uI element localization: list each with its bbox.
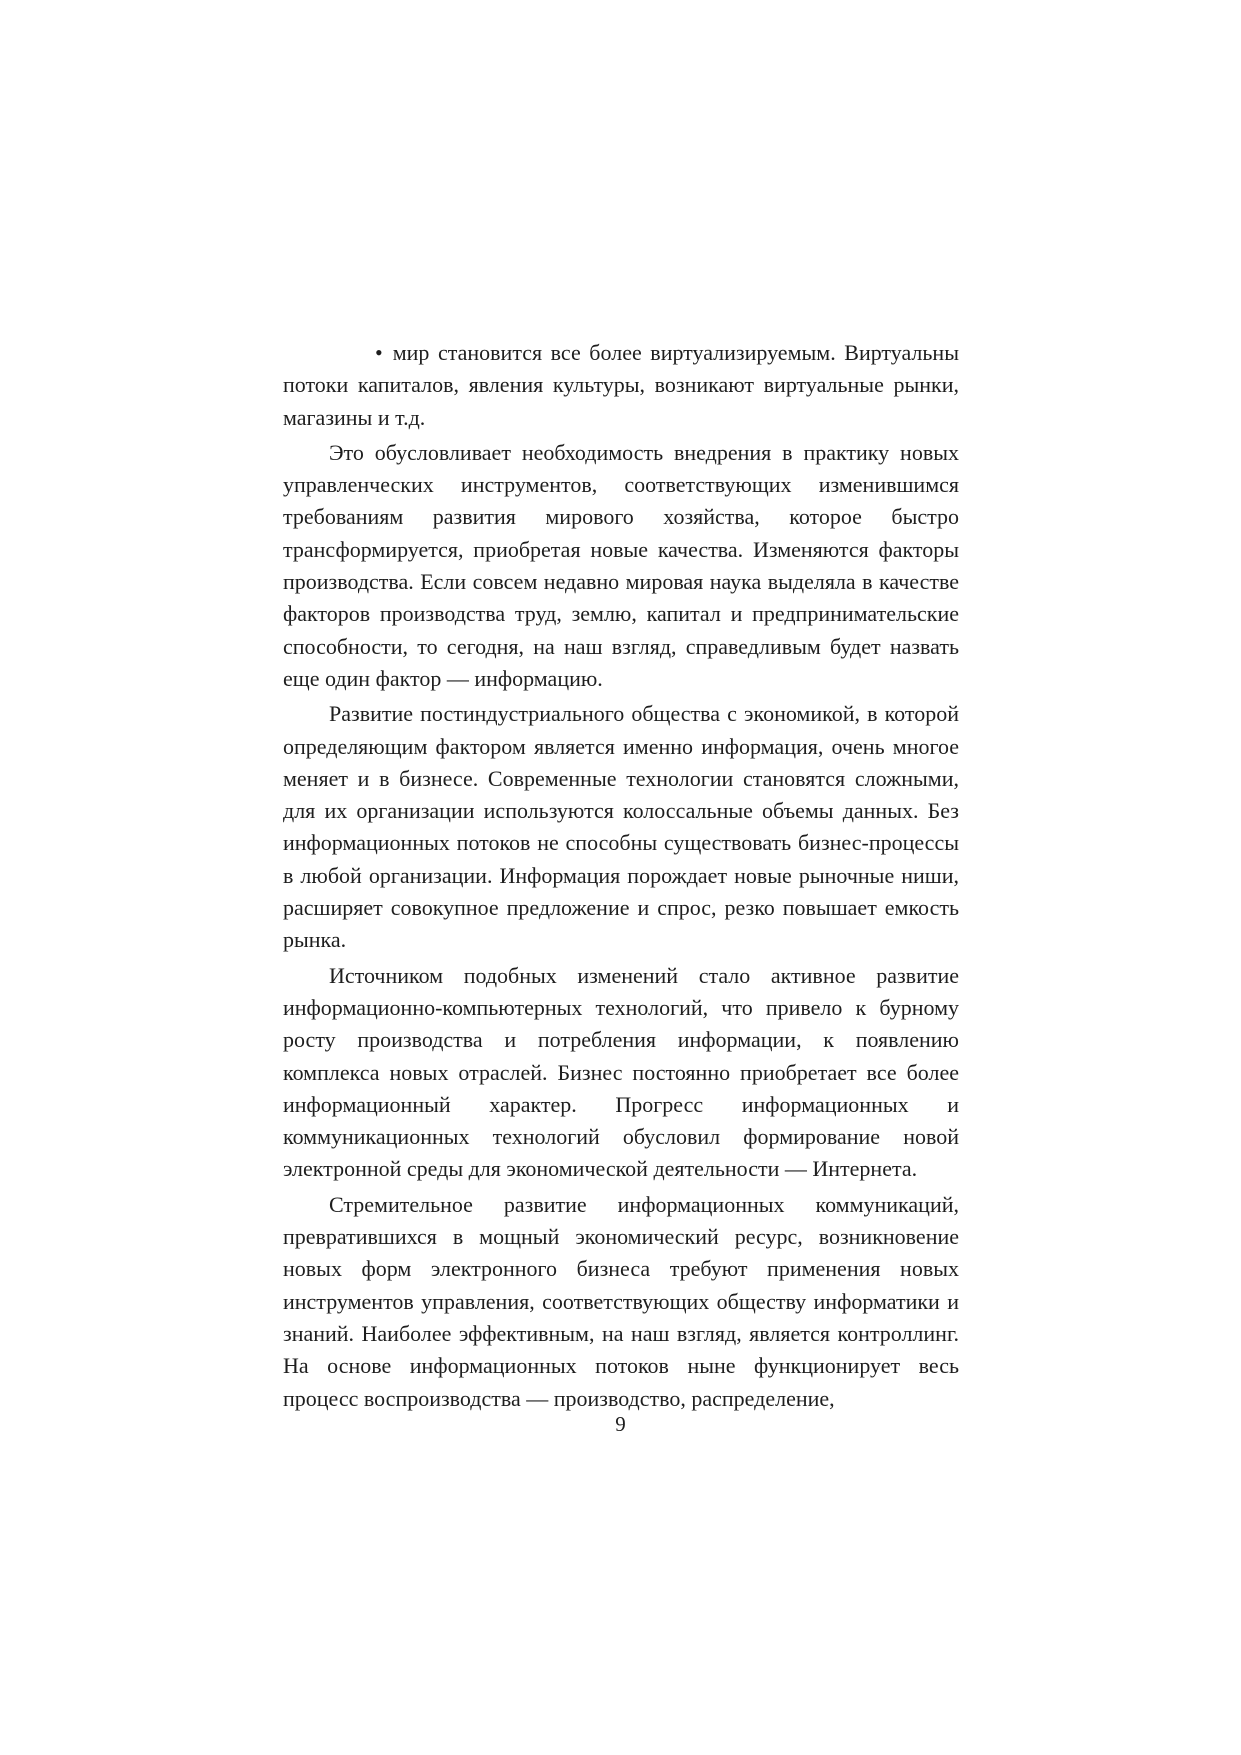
bullet-mark: • xyxy=(375,340,383,365)
page-number: 9 xyxy=(615,1412,626,1436)
body-text xyxy=(283,337,959,1418)
paragraph-4: Стремительное развитие информационных коммуникаций, превратившихся в мощный экономический ресурс, возникновение новых форм электронного бизнеса требуют применения новых инструментов управления, соответствующих обществу информатики и знаний. Наиболее эффективным, на наш взгляд, является контроллинг. На основе информационных потоков ныне функционирует весь процесс воспроизводства — производство, распределение, xyxy=(283,1191,959,1411)
bullet-paragraph xyxy=(283,337,959,434)
bullet-text: мир становится все более виртуализируемым. Виртуальны потоки капиталов, явления культуры, возникают виртуальные рынки, магазины и т.д. xyxy=(283,340,959,430)
paragraph-1: Это обусловливает необходимость внедрения в практику новых управленческих инструментов, соответствующих изменившимся требованиям развития мирового хозяйства, которое быстро трансформируется, приобретая новые качества. Изменяются факторы производства. Если совсем недавно мировая наука выделяла в качестве факторов производства труд, землю, капитал и предпринимательские способности, то сегодня, на наш взгляд, справедливым будет назвать еще один фактор — информацию. xyxy=(283,439,959,691)
paragraph-2: Развитие постиндустриального общества с экономикой, в которой определяющим фактором является именно информация, очень многое меняет и в бизнесе. Современные технологии становятся сложными, для их организации используются колоссальные объемы данных. Без информационных потоков не способны существовать бизнес-процессы в любой организации. Информация порождает новые рыночные ниши, расширяет совокупное предложение и спрос, резко повышает емкость рынка. xyxy=(283,701,959,953)
paragraph-3: Источником подобных изменений стало активное развитие информационно-компьютерных технологий, что привело к бурному росту производства и потребления информации, к появлению комплекса новых отраслей. Бизнес постоянно приобретает все более информационный характер. Прогресс информационных и коммуникационных технологий обусловил формирование новой электронной среды для экономической деятельности — Интернета. xyxy=(283,962,959,1182)
